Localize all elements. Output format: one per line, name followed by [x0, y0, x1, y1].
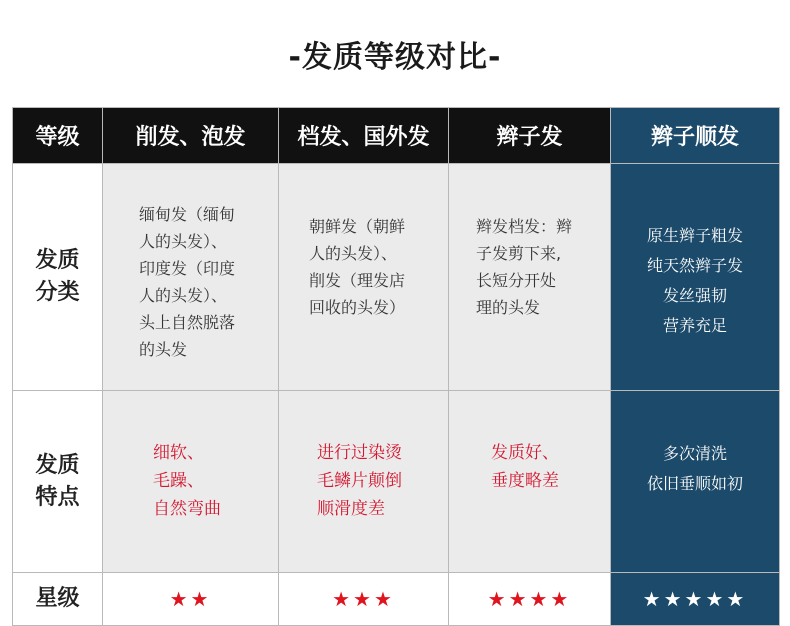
- features-cell-4: [611, 391, 780, 573]
- cell-text: 原生辫子粗发 纯天然辫子发 发丝强韧 营养充足: [646, 226, 743, 335]
- rating-row: [13, 573, 780, 626]
- row-label-classification: [13, 164, 103, 391]
- features-cell-3: [449, 391, 611, 573]
- row-label-text: 发质 分类: [35, 248, 80, 305]
- cell-text: 朝鲜发（朝鲜 人的头发）、 削发（理发店 回收的头发）: [309, 217, 406, 317]
- features-cell-2: [279, 391, 449, 573]
- cell-text: 细软、 毛躁、 自然弯曲: [153, 443, 221, 519]
- classification-cell-4: [611, 164, 780, 391]
- cell-text: 辫发档发：辫 子发剪下来, 长短分开处 理的头发: [476, 217, 573, 317]
- cell-text: 缅甸发（缅甸 人的头发）、 印度发（印度 人的头发）、 头上自然脱落 的头发: [139, 205, 236, 359]
- cell-text: 发质好、 垂度略差: [491, 443, 559, 491]
- classification-cell-2: [279, 164, 449, 391]
- features-cell-1: [103, 391, 279, 573]
- classification-cell-3: [449, 164, 611, 391]
- star-rating-3: ★★★★: [449, 573, 611, 626]
- header-col-4: 辫子顺发: [611, 108, 780, 164]
- cell-text: 多次清洗 依旧垂顺如初: [646, 444, 743, 493]
- row-label-text: 发质 特点: [35, 452, 80, 510]
- header-grade: 等级: [13, 108, 103, 164]
- classification-row: [13, 164, 780, 391]
- cell-text: 进行过染烫 毛鳞片颠倒 顺滑度差: [317, 443, 402, 519]
- row-label-features: [13, 391, 103, 573]
- comparison-table: [12, 107, 780, 626]
- header-col-3: 辫子发: [449, 108, 611, 164]
- features-row: [13, 391, 780, 573]
- page-title: -发质等级对比-: [288, 40, 502, 75]
- star-rating-1: ★★: [103, 573, 279, 626]
- header-col-1: 削发、泡发: [103, 108, 279, 164]
- classification-cell-1: [103, 164, 279, 391]
- row-label-rating: 星级: [13, 573, 103, 626]
- header-row: [13, 108, 780, 164]
- star-rating-2: ★★★: [279, 573, 449, 626]
- star-rating-4: ★★★★★: [611, 573, 780, 626]
- header-col-2: 档发、国外发: [279, 108, 449, 164]
